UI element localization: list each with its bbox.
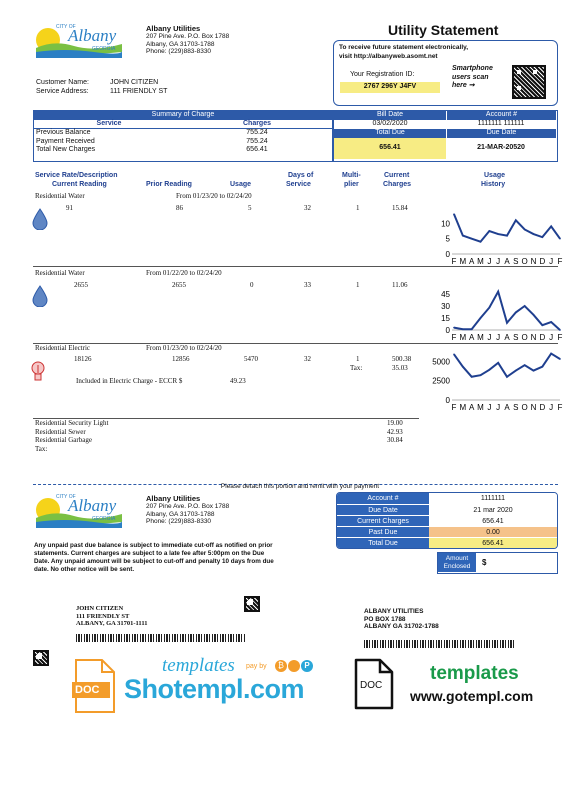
registration-label: Your Registration ID: [350, 71, 415, 78]
x-tick-label: M [459, 403, 467, 412]
logo-small-top: CITY OF [56, 24, 76, 30]
ebill-box [333, 40, 558, 106]
remit-row [337, 504, 557, 515]
usage-point [489, 230, 491, 232]
service-name: Residential Electric [35, 344, 91, 352]
x-tick-label: J [487, 333, 492, 342]
other-charge-row [35, 419, 420, 428]
multiplier: 1 [356, 204, 360, 212]
amount-enclosed-label: Amount Enclosed [438, 553, 476, 572]
y-tick-label: 45 [441, 290, 450, 299]
service-name: Residential Water [35, 269, 85, 277]
summary-row-value: 755.24 [246, 137, 268, 145]
summary-rows [34, 129, 332, 155]
bill-date: 03/02/2020 [372, 120, 408, 127]
days: 32 [304, 355, 311, 363]
total-due-label: Total Due [334, 129, 446, 138]
other-charge-label: Residential Garbage [35, 436, 92, 444]
x-tick-label: S [513, 403, 519, 412]
usage-point [515, 312, 517, 314]
x-tick-label: O [521, 333, 528, 342]
hdr-current-reading: Current Reading [52, 181, 107, 188]
templates-script: templates [162, 655, 235, 676]
amount-enclosed-box [437, 552, 558, 574]
due-date-value: 21-MAR-20520 [477, 144, 525, 151]
x-tick-label: N [530, 257, 537, 266]
remit-row-label: Past Due [337, 527, 429, 537]
account-label: Account # [446, 111, 556, 120]
mail-name: JOHN CITIZEN [76, 605, 124, 612]
service-period: From 01/22/20 to 02/24/20 [146, 269, 222, 277]
bill-info-header1 [334, 111, 557, 120]
remit-row-value: 656.41 [429, 538, 557, 548]
service-address: 111 FRIENDLY ST [110, 87, 168, 95]
usage-point [506, 376, 508, 378]
other-charges [35, 419, 420, 453]
usage-point [542, 324, 544, 326]
remit-row-label: Account # [337, 493, 429, 504]
usage: 5470 [244, 355, 258, 363]
hdr-history2: History [481, 181, 506, 188]
summary-row-label: Previous Balance [36, 129, 91, 136]
remit-row-value: 0.00 [429, 527, 557, 537]
usage-point [471, 238, 473, 240]
prior-reading: 2655 [172, 281, 186, 289]
x-tick-label: A [504, 403, 510, 412]
usage-point [515, 219, 517, 221]
doc-icon-label: DOC [75, 684, 100, 696]
summary-col-charges: Charges [242, 120, 271, 127]
prior-reading: 12856 [172, 355, 190, 363]
charges: 15.84 [392, 204, 408, 212]
remit-table [336, 492, 558, 549]
summary-row-label: Payment Received [36, 137, 95, 145]
company-address1: 207 Pine Ave. P.O. Box 1788 [146, 503, 230, 510]
usage-point [542, 236, 544, 238]
usage-point [497, 233, 499, 235]
bill-info-header2 [334, 129, 557, 138]
registration-id: 2767 296Y J4FV [340, 82, 440, 93]
usage-point [506, 322, 508, 324]
usage-line [454, 354, 560, 377]
service-name: Residential Water [35, 192, 85, 200]
usage-point [550, 321, 552, 323]
customer-name-label: Customer Name: [36, 79, 89, 86]
y-tick-label: 10 [441, 219, 450, 229]
usage-point [497, 362, 499, 364]
other-charge-label: Residential Sewer [35, 427, 86, 436]
remit-qr-code[interactable] [244, 596, 260, 612]
y-tick-label: 30 [441, 302, 450, 311]
charges: 11.06 [392, 281, 408, 289]
x-tick-label: M [459, 333, 467, 342]
gotempl-url[interactable]: www.gotempl.com [410, 688, 534, 704]
usage-point [506, 235, 508, 237]
usage-point [462, 235, 464, 237]
small-qr-code[interactable] [33, 650, 49, 666]
company-address2: Albany, GA 31703-1788 [146, 40, 215, 48]
bitcoin-icon: ₿ [275, 660, 287, 672]
x-tick-label: M [477, 333, 484, 342]
usage-point [489, 369, 491, 371]
company-name: Albany Utilities [146, 494, 201, 503]
usage-point [462, 366, 464, 368]
cutoff-notice: Any unpaid past due balance is subject to immediate cut-off as notified on prior statements. Current charges are subject to a late fee after 5:00pm on the Due Date. Any unpaid amount will be subject to cut-off and penalty 10 days from due date. No other notice will be sent. [34, 542, 274, 573]
y-tick-label: 5000 [432, 357, 450, 367]
current-reading: 2655 [74, 281, 88, 289]
y-tick-label: 5 [445, 234, 450, 244]
tax-label: Tax: [350, 364, 363, 372]
usage-history-chart-1 [424, 204, 564, 266]
remit-row-label: Total Due [337, 538, 429, 548]
summary-row [34, 146, 332, 155]
x-tick-label: A [504, 333, 510, 342]
logo-small-top: CITY OF [56, 494, 76, 500]
usage-point [515, 370, 517, 372]
customer-barcode [76, 634, 246, 642]
company-phone: Phone: (229)883-8330 [146, 48, 212, 55]
usage: 5 [248, 204, 252, 212]
summary-row [34, 138, 332, 147]
x-tick-label: F [557, 403, 563, 412]
remit-row-value: 656.41 [429, 516, 557, 526]
account-number: 1111111 111111 [477, 120, 525, 127]
other-charge-value: 30.84 [387, 436, 403, 444]
hdr-charges1: Current [384, 172, 410, 179]
smartphone-line2: users scan [452, 73, 489, 81]
usage-point [480, 374, 482, 376]
arrow-right-icon: ➞ [468, 82, 475, 89]
x-tick-label: J [549, 333, 554, 342]
bill-info-values1 [334, 120, 557, 129]
usage-history-chart-2 [424, 282, 564, 342]
hdr-multi2: plier [344, 181, 359, 188]
divider-1 [33, 266, 558, 267]
usage-point [453, 354, 455, 356]
usage-point [533, 233, 535, 235]
x-tick-label: N [530, 403, 537, 412]
paypal-icon: P [301, 660, 313, 672]
summary-row-value: 656.41 [246, 146, 268, 153]
x-tick-label: J [496, 403, 501, 412]
hdr-multi1: Multi- [342, 172, 361, 179]
remit-row [337, 537, 557, 548]
total-due-value: 656.41 [334, 138, 446, 159]
x-tick-label: A [504, 257, 510, 266]
due-date-label: Due Date [446, 129, 556, 138]
company-name: Albany Utilities [146, 24, 201, 33]
logo-small-bottom: GEORGIA [92, 46, 116, 52]
y-tick-label: 15 [441, 314, 450, 323]
usage-point [471, 328, 473, 330]
other-charge-row [35, 428, 420, 437]
payto-line1: ALBANY UTILITIES [364, 608, 424, 615]
x-tick-label: D [539, 333, 546, 342]
usage-point [497, 291, 499, 293]
x-tick-label: A [468, 403, 475, 412]
smartphone-text [452, 65, 493, 91]
x-tick-label: D [539, 257, 546, 266]
qr-code[interactable] [512, 65, 546, 99]
customer-mailing [76, 605, 147, 628]
service-period: From 01/23/20 to 02/24/20 [146, 344, 222, 352]
x-tick-label: M [459, 257, 467, 266]
usage-point [471, 376, 473, 378]
company-logo-remit [34, 492, 124, 532]
usage-point [524, 364, 526, 366]
multiplier: 1 [356, 355, 360, 363]
x-tick-label: J [496, 257, 501, 266]
bill-info-box [333, 110, 558, 162]
water-drop-icon [32, 285, 48, 307]
other-charge-value: 19.00 [387, 419, 403, 427]
usage-point [453, 213, 455, 215]
summary-row [34, 129, 332, 138]
usage-line [454, 292, 560, 330]
tax-value: 35.03 [392, 364, 408, 372]
usage-point [550, 353, 552, 355]
included-label: Included in Electric Charge - ECCR $ [76, 377, 183, 385]
usage-history-chart-3 [424, 348, 564, 412]
bill-date-label: Bill Date [334, 111, 446, 120]
customer-name: JOHN CITIZEN [110, 79, 159, 86]
logo-wordmark: Albany [68, 26, 117, 45]
hdr-days1: Days of [288, 172, 314, 179]
x-tick-label: F [451, 333, 457, 342]
ebill-line1: To receive future statement electronically, [339, 44, 469, 51]
doc-icon-right-label: DOC [360, 680, 383, 691]
usage-point [480, 241, 482, 243]
ebill-link[interactable]: visit http://albanyweb.asomt.net [339, 53, 438, 60]
customer-block [36, 79, 167, 96]
company-block [146, 24, 276, 56]
service-period: From 01/23/20 to 02/24/20 [176, 192, 252, 200]
y-tick-label: 0 [445, 326, 450, 335]
x-tick-label: F [451, 403, 457, 412]
hdr-days2: Service [286, 181, 311, 188]
usage-point [462, 328, 464, 330]
usage-point [480, 317, 482, 319]
company-address2: Albany, GA 31703-1788 [146, 510, 215, 518]
divider-2 [33, 343, 558, 344]
remit-row-value: 1111111 [429, 493, 557, 504]
x-tick-label: D [539, 403, 546, 412]
y-tick-label: 0 [445, 396, 450, 405]
usage-point [542, 366, 544, 368]
multiplier: 1 [356, 281, 360, 289]
bill-info-values2 [334, 138, 557, 159]
y-tick-label: 2500 [432, 376, 450, 386]
remit-row-value: 21 mar 2020 [429, 505, 557, 515]
hdr-history1: Usage [484, 172, 506, 179]
logo-wordmark: Albany [68, 496, 117, 515]
smartphone-line3: here ➞ [452, 82, 475, 89]
usage-point [559, 358, 561, 360]
x-tick-label: F [557, 333, 563, 342]
pay-to-address [364, 608, 439, 631]
company-block-remit [146, 494, 276, 526]
usage-point [524, 229, 526, 231]
statement-title: Utility Statement [388, 22, 499, 38]
x-tick-label: F [451, 257, 457, 266]
x-tick-label: M [477, 257, 484, 266]
usage-point [489, 307, 491, 309]
x-tick-label: J [496, 333, 501, 342]
company-logo [34, 22, 124, 62]
x-tick-label: N [530, 333, 537, 342]
x-tick-label: O [521, 257, 528, 266]
mail-addr2: ALBANY, GA 31701-1111 [76, 620, 148, 627]
service-address-label: Service Address: [36, 87, 89, 95]
x-tick-label: M [477, 403, 484, 412]
current-reading: 91 [66, 204, 73, 212]
current-reading: 18126 [74, 355, 92, 363]
other-charge-value: 42.93 [387, 427, 403, 436]
other-charge-row [35, 436, 420, 445]
usage-point [533, 370, 535, 372]
other-charge-row [35, 445, 420, 454]
water-drop-icon [32, 208, 48, 230]
usage-point [453, 327, 455, 329]
days: 32 [304, 204, 311, 212]
x-tick-label: S [513, 333, 519, 342]
summary-col-service: Service [96, 120, 122, 127]
y-tick-label: 0 [445, 250, 450, 259]
x-tick-label: O [521, 403, 528, 412]
hdr-usage: Usage [230, 181, 252, 188]
logo-small-bottom: GEORGIA [92, 516, 116, 522]
x-tick-label: S [513, 257, 519, 266]
charges: 500.38 [392, 355, 412, 363]
x-tick-label: A [468, 333, 475, 342]
x-tick-label: J [549, 257, 554, 266]
usage-point [524, 305, 526, 307]
templates-right: templates [430, 663, 519, 684]
summary-header-row [34, 120, 332, 129]
usage: 0 [250, 281, 254, 289]
mail-addr1: 111 FRIENDLY ST [76, 612, 130, 620]
usage-point [559, 238, 561, 240]
company-phone: Phone: (229)883-8330 [146, 518, 212, 525]
x-tick-label: F [557, 257, 563, 266]
amount-enclosed-input[interactable]: $ [482, 558, 487, 567]
pay-by-text: pay by [246, 663, 267, 670]
summary-row-label: Total New Charges [36, 146, 96, 153]
usage-line [454, 214, 560, 242]
payto-barcode [364, 640, 514, 648]
hdr-charges2: Charges [383, 181, 412, 188]
payto-line3: ALBANY GA 31702-1788 [364, 623, 439, 630]
remit-row-label: Due Date [337, 505, 429, 515]
remit-row [337, 493, 557, 504]
usage-point [559, 329, 561, 331]
lightbulb-icon [30, 360, 46, 384]
summary-row-value: 755.24 [246, 129, 268, 136]
coin-icon [288, 660, 300, 672]
usage-point [533, 314, 535, 316]
other-charge-label: Tax: [35, 444, 48, 453]
hdr-rate: Service Rate/Description [35, 172, 118, 179]
detach-text: Please detach this portion and remit with your payment [220, 483, 380, 490]
hdr-prior-reading: Prior Reading [146, 181, 192, 188]
summary-box [33, 110, 333, 162]
shotempl-brand: Shotempl.com [124, 674, 305, 704]
usage-point [550, 226, 552, 228]
remit-row-label: Current Charges [337, 516, 429, 526]
x-tick-label: J [487, 257, 492, 266]
prior-reading: 86 [176, 204, 183, 212]
remit-row [337, 515, 557, 526]
company-address1: 207 Pine Ave. P.O. Box 1788 [146, 33, 230, 40]
days: 33 [304, 281, 311, 289]
smartphone-line1: Smartphone [452, 65, 493, 72]
x-tick-label: J [549, 403, 554, 412]
summary-title: Summary of Charge [34, 111, 332, 120]
payto-line2: PO BOX 1788 [364, 615, 406, 623]
other-charge-label: Residential Security Light [35, 419, 109, 427]
x-tick-label: J [487, 403, 492, 412]
included-value: 49.23 [230, 377, 246, 385]
x-tick-label: A [468, 257, 475, 266]
remit-row [337, 526, 557, 537]
